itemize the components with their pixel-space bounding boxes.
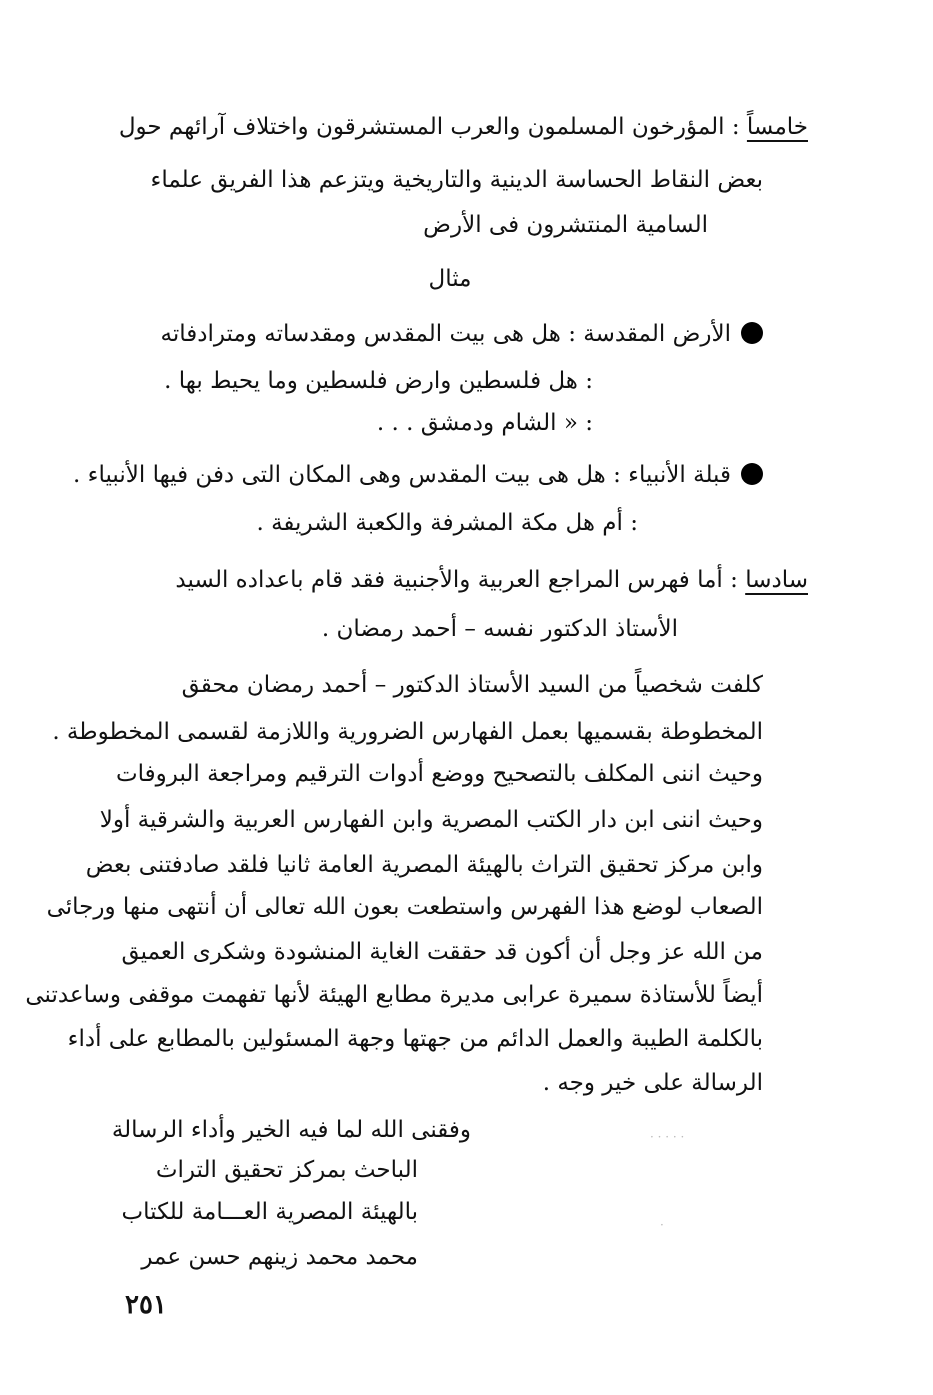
example-item2-line1 [73, 458, 763, 492]
signature-line1: وفقنى الله لما فيه الخير وأداء الرسالة [111, 1117, 471, 1143]
example-item1-line1 [160, 317, 763, 351]
paragraph-line: وحيث اننى المكلف بالتصحيح ووضع أدوات الترقيم ومراجعة البروفات [116, 761, 763, 787]
paragraph-line: كلفت شخصياً من السيد الأستاذ الدكتور – أحمد رمضان محقق [181, 672, 763, 698]
paragraph-line: بالكلمة الطيبة والعمل الدائم من جهتها وجهة المسئولين بالمطابع على أداء [67, 1026, 763, 1052]
example-heading: مثال [428, 266, 472, 292]
section6-line2: الأستاذ الدكتور نفسه – أحمد رمضان . [321, 616, 678, 642]
paragraph-line: وابن مركز تحقيق التراث بالهيئة المصرية العامة ثانيا فلقد صادفتنى بعض [85, 852, 763, 878]
example-item1-line2: : هل فلسطين وارض فلسطين وما يحيط بها . [164, 368, 593, 394]
example-item2-line2: : أم هل مكة المشرفة والكعبة الشريفة . [256, 510, 638, 536]
paragraph-line: من الله عز وجل أن أكون قد حققت الغاية المنشودة وشكرى العميق [121, 939, 763, 965]
bullet-icon [741, 463, 763, 485]
paragraph-line: وحيث اننى ابن دار الكتب المصرية وابن الفهارس العربية والشرقية أولا [99, 807, 763, 833]
paragraph-line: الصعاب لوضع هذا الفهرس واستطعت بعون الله تعالى أن أنتهى منها ورجائى [46, 894, 763, 920]
example-item1-line3: : « الشام ودمشق . . . [376, 410, 593, 436]
section5-line1 [108, 110, 808, 144]
section6-line1 [108, 563, 808, 597]
section6-line1-text: : أما فهرس المراجع العربية والأجنبية فقد قام باعداده السيد [175, 567, 746, 593]
paragraph-line: المخطوطة بقسميها بعمل الفهارس الضرورية واللازمة لقسمى المخطوطة . [52, 719, 763, 745]
section6-label: سادسا [745, 567, 808, 593]
bullet-icon [741, 322, 763, 344]
scan-speck: · · · · · [650, 1130, 685, 1144]
signature-line2: الباحث بمركز تحقيق التراث [155, 1157, 418, 1183]
paragraph-line: أيضاً للأستاذة سميرة عرابى مديرة مطابع الهيئة لأنها تفهمت موقفى وساعدتنى [25, 982, 763, 1008]
scan-speck: · [660, 1218, 664, 1232]
signature-line4: محمد محمد زينهم حسن عمر [141, 1244, 418, 1270]
example-item1-text: الأرض المقدسة : هل هى بيت المقدس ومقدساته ومترادفاته [160, 321, 731, 347]
page-number: ٢٥١ [125, 1290, 167, 1320]
section5-line1-text: : المؤرخون المسلمون والعرب المستشرقون واختلاف آرائهم حول [118, 114, 747, 140]
section5-label: خامساً [746, 114, 808, 140]
section5-line3: السامية المنتشرون فى الأرض [423, 212, 708, 238]
section5-line2: بعض النقاط الحساسة الدينية والتاريخية ويتزعم هذا الفريق علماء [150, 167, 763, 193]
example-item2-text: قبلة الأنبياء : هل هى بيت المقدس وهى المكان التى دفن فيها الأنبياء . [73, 462, 731, 488]
signature-line3: بالهيئة المصرية العـــامة للكتاب [121, 1199, 418, 1225]
paragraph-line: الرسالة على خير وجه . [542, 1070, 763, 1096]
